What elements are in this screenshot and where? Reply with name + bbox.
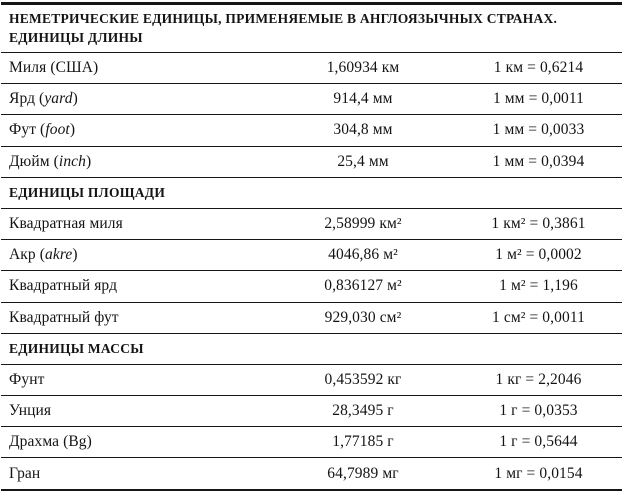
- unit-name-english: akre: [45, 246, 73, 264]
- unit-name-cell: [1, 215, 269, 233]
- inverse-value-cell: 1 мм = 0,0011: [492, 90, 585, 108]
- table-row: [1, 396, 622, 427]
- unit-name-cell: [1, 309, 269, 327]
- metric-value-cell: 64,7989 мг: [327, 464, 399, 482]
- unit-name: Ярд (: [9, 90, 45, 108]
- unit-name-cell: [1, 121, 269, 139]
- inverse-value-cell: 1 км = 0,6214: [493, 59, 584, 77]
- unit-name-cell: [1, 153, 269, 171]
- unit-name: Квадратная миля: [9, 215, 123, 233]
- table-header: [1, 5, 622, 53]
- inverse-value-cell: 1 г = 0,5644: [499, 433, 578, 451]
- unit-name: Фунт: [9, 370, 45, 388]
- table-row: [1, 303, 622, 334]
- metric-value-cell: 25,4 мм: [337, 152, 389, 170]
- section-heading-row: [1, 178, 622, 209]
- table-row: [1, 458, 622, 488]
- unit-name-cell: [1, 246, 269, 264]
- unit-name-suffix: ): [69, 121, 76, 139]
- table-rows: [1, 53, 622, 489]
- inverse-value-cell: 1 кг = 2,2046: [495, 370, 582, 388]
- inverse-value-cell: 1 км² = 0,3861: [491, 215, 586, 233]
- section-heading: ЕДИНИЦЫ ПЛОЩАДИ: [9, 184, 166, 200]
- inverse-value-cell: 1 мм = 0,0033: [492, 121, 585, 139]
- table-row: [1, 84, 622, 115]
- unit-name-english: foot: [45, 121, 70, 139]
- unit-name: Дюйм (: [9, 152, 59, 170]
- metric-value-cell: 1,60934 км: [326, 59, 400, 77]
- units-table: [1, 2, 622, 491]
- metric-value-cell: 28,3495 г: [332, 402, 394, 420]
- metric-value-cell: 929,030 см²: [324, 308, 402, 326]
- unit-name-cell: [1, 59, 269, 77]
- unit-name-suffix: ): [86, 152, 92, 170]
- unit-name-suffix: ): [72, 90, 78, 108]
- metric-value-cell: 0,836127 м²: [324, 277, 402, 295]
- unit-name: Драхма (Bg): [9, 433, 92, 451]
- inverse-value-cell: 1 мг = 0,0154: [494, 464, 583, 482]
- unit-name: Унция: [9, 402, 52, 420]
- table-row: [1, 365, 622, 396]
- unit-name-cell: [1, 277, 269, 295]
- unit-name: Квадратный фут: [9, 308, 119, 326]
- metric-value-cell: 914,4 мм: [333, 90, 393, 108]
- table-row: [1, 53, 622, 84]
- unit-name-english: inch: [58, 152, 86, 170]
- unit-name-cell: [1, 90, 269, 108]
- inverse-value-cell: 1 см² = 0,0011: [492, 308, 585, 326]
- metric-value-cell: 2,58999 км²: [324, 215, 402, 233]
- unit-name: Квадратный ярд: [9, 277, 118, 295]
- metric-value-cell: 0,453592 кг: [324, 370, 402, 388]
- table-title: НЕМЕТРИЧЕСКИЕ ЕДИНИЦЫ, ПРИМЕНЯЕМЫЕ В АНГЛОЯЗЫЧНЫХ СТРАНАХ.: [9, 11, 558, 26]
- section-heading-length: ЕДИНИЦЫ ДЛИНЫ: [9, 29, 143, 45]
- metric-value-cell: 4046,86 м²: [328, 246, 398, 264]
- section-heading: ЕДИНИЦЫ МАССЫ: [9, 340, 144, 356]
- table-row: [1, 147, 622, 178]
- table-row: [1, 115, 622, 146]
- unit-name-english: yard: [44, 90, 73, 108]
- unit-name-cell: [1, 371, 269, 389]
- table-row: [1, 271, 622, 302]
- table-row: [1, 240, 622, 271]
- unit-name-cell: [1, 465, 269, 483]
- unit-name-suffix: ): [72, 246, 78, 264]
- metric-value-cell: 1,77185 г: [332, 433, 394, 451]
- unit-name: Гран: [9, 464, 41, 482]
- unit-name: Фут (: [9, 121, 46, 139]
- inverse-value-cell: 1 м² = 1,196: [499, 277, 578, 295]
- table-row: [1, 427, 622, 458]
- section-heading-row: [1, 334, 622, 365]
- inverse-value-cell: 1 м² = 0,0002: [495, 246, 582, 264]
- inverse-value-cell: 1 мм = 0,0394: [492, 152, 585, 170]
- table-row: [1, 209, 622, 240]
- metric-value-cell: 304,8 мм: [333, 121, 393, 139]
- inverse-value-cell: 1 г = 0,0353: [499, 402, 578, 420]
- unit-name: Акр (: [9, 246, 46, 264]
- unit-name: Миля (США): [9, 59, 99, 77]
- unit-name-cell: [1, 402, 269, 420]
- unit-name-cell: [1, 433, 269, 451]
